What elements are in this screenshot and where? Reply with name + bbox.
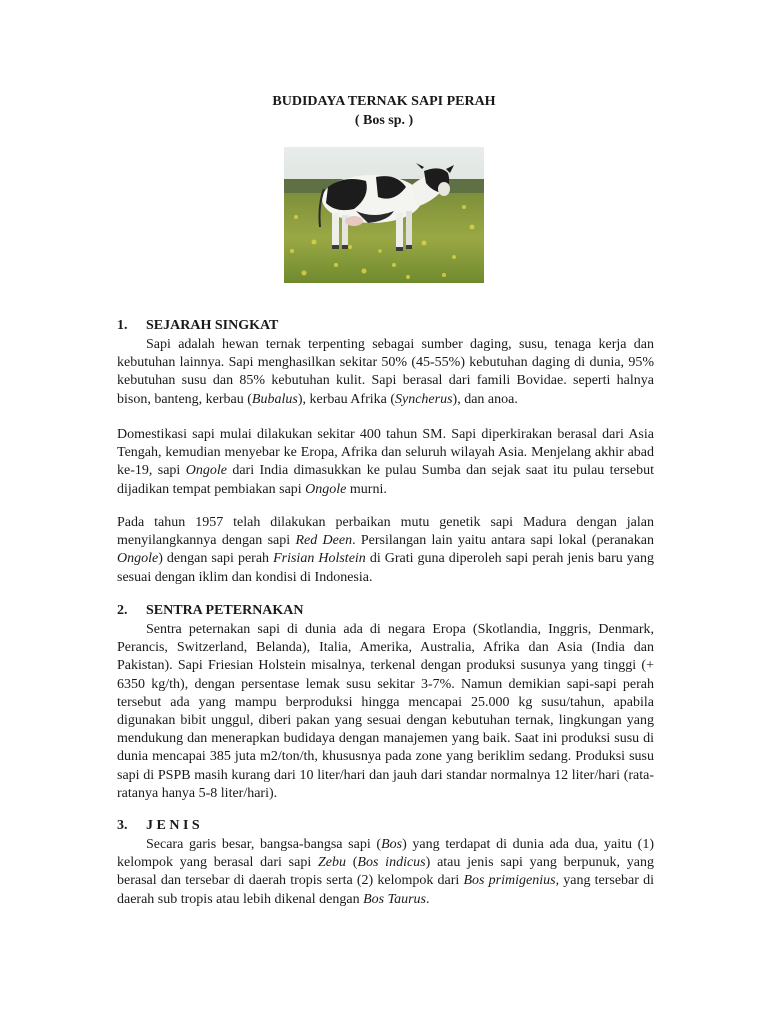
section-heading-sejarah (117, 318, 278, 334)
text-run: ), kerbau Afrika ( (297, 391, 395, 407)
italic-term: Bos indicus (357, 855, 426, 871)
text-run: di Grati guna diperoleh sapi perah jenis baru yang sesuai dengan iklim dan kondisi di Indonesia. (117, 551, 654, 585)
text-run: . (426, 891, 430, 907)
italic-term: Frisian Holstein (273, 551, 366, 567)
italic-term: Zebu (317, 855, 346, 871)
section-number: 1. (117, 318, 128, 333)
text-run: ) dengan sapi perah (158, 551, 274, 567)
document-subtitle: ( Bos sp. ) (354, 113, 414, 128)
text-run: Sapi adalah hewan ternak terpenting sebagai sumber daging, susu, tenaga kerja dan kebutuhan lainnya. Sapi menghasilkan sekitar 50% (45-55%) kebutuhan daging di dunia, 95% kebutuhan susu dan 85% kebutuhan kulit. Sapi berasal dari famili Bovidae. seperti halnya bison, banteng, kerbau ( (117, 337, 654, 407)
italic-term: Bubalus (251, 391, 298, 407)
italic-term: Syncherus (395, 391, 453, 407)
sejarah-paragraph-2 (117, 426, 654, 499)
sentra-paragraph-1: Sentra peternakan sapi di dunia ada di negara Eropa (Skotlandia, Inggris, Denmark, Perancis, Switzerland, Belanda), Italia, Amerika, Australia, Afrika dan Asia (India dan Pakistan). Sapi Friesian Holstein misalnya, terkenal dengan produksi susunya yang tinggi (+ 6350 kg/th), dengan persentase lemak susu sekitar 3-7%. Namun demikian sapi-sapi perah tersebut ada yang mampu berproduksi hingga mencapai 25.000 kg susu/tahun, apabila digunakan bibit unggul, diberi pakan yang sesuai dengan kebutuhan ternak, lingkungan yang mendukung dan menerapkan budidaya dengan manajemen yang baik. Saat ini produksi susu di dunia mencapai 385 juta m2/ton/th, khususnya pada zone yang beriklim sedang. Produksi susu sapi di PSPB masih kurang dari 10 liter/hari dan jauh dari standar normalnya 12 liter/hari (rata-ratanya hanya 5-8 liter/hari). (117, 622, 654, 801)
section-heading-sentra (117, 603, 304, 619)
sejarah-paragraph-1 (117, 336, 654, 409)
text-run: . Persilangan lain yaitu antara sapi lokal (peranakan (352, 533, 654, 549)
italic-term: Ongole (117, 551, 159, 567)
italic-term: Bos Taurus (363, 891, 426, 907)
section-number: 3. (117, 818, 128, 833)
italic-term: Red Deen (295, 533, 353, 549)
text-run: , yang tersebar di daerah sub tropis atau lebih dikenal dengan (117, 873, 654, 907)
text-run: Pada tahun 1957 telah dilakukan perbaikan mutu genetik sapi Madura dengan jalan menyilangkannya dengan sapi (117, 515, 654, 549)
text-run: ( (345, 855, 358, 871)
cow-photo (284, 147, 484, 283)
text-run: ) yang terdapat di dunia ada dua, yaitu (1) kelompok yang berasal dari sapi (117, 837, 654, 871)
text-run: dari India dimasukkan ke pulau Sumba dan sejak saat itu pulau tersebut dijadikan tempat pembiakan sapi (117, 463, 654, 497)
text-run: ) atau jenis sapi yang berpunuk, yang berasal dan tersebar di daerah tropis serta (2) kelompok dari (117, 855, 654, 889)
italic-term: Ongole (305, 481, 347, 497)
text-run: ), dan anoa. (452, 391, 518, 407)
document-title: BUDIDAYA TERNAK SAPI PERAH (272, 94, 496, 109)
italic-term: Bos (381, 837, 403, 852)
jenis-paragraph-1 (117, 836, 654, 909)
text-run: murni. (346, 481, 387, 497)
section-title-text: SEJARAH SINGKAT (146, 318, 279, 333)
text-run: Secara garis besar, bangsa-bangsa sapi ( (146, 837, 382, 852)
holstein-cow-image (284, 147, 484, 283)
section-heading-jenis (117, 818, 200, 834)
section-title-text: J E N I S (146, 818, 200, 833)
section-title-text: SENTRA PETERNAKAN (146, 603, 304, 618)
section-number: 2. (117, 603, 128, 618)
text-run: Domestikasi sapi mulai dilakukan sekitar 400 tahun SM. Sapi diperkirakan berasal dari Asia Tengah, kemudian menyebar ke Eropa, Afrika dan seluruh wilayah Asia. Menjelang akhir abad ke-19, sapi (117, 427, 654, 479)
sejarah-paragraph-3 (117, 514, 654, 587)
italic-term: Bos primigenius (463, 873, 556, 889)
italic-term: Ongole (185, 463, 227, 479)
